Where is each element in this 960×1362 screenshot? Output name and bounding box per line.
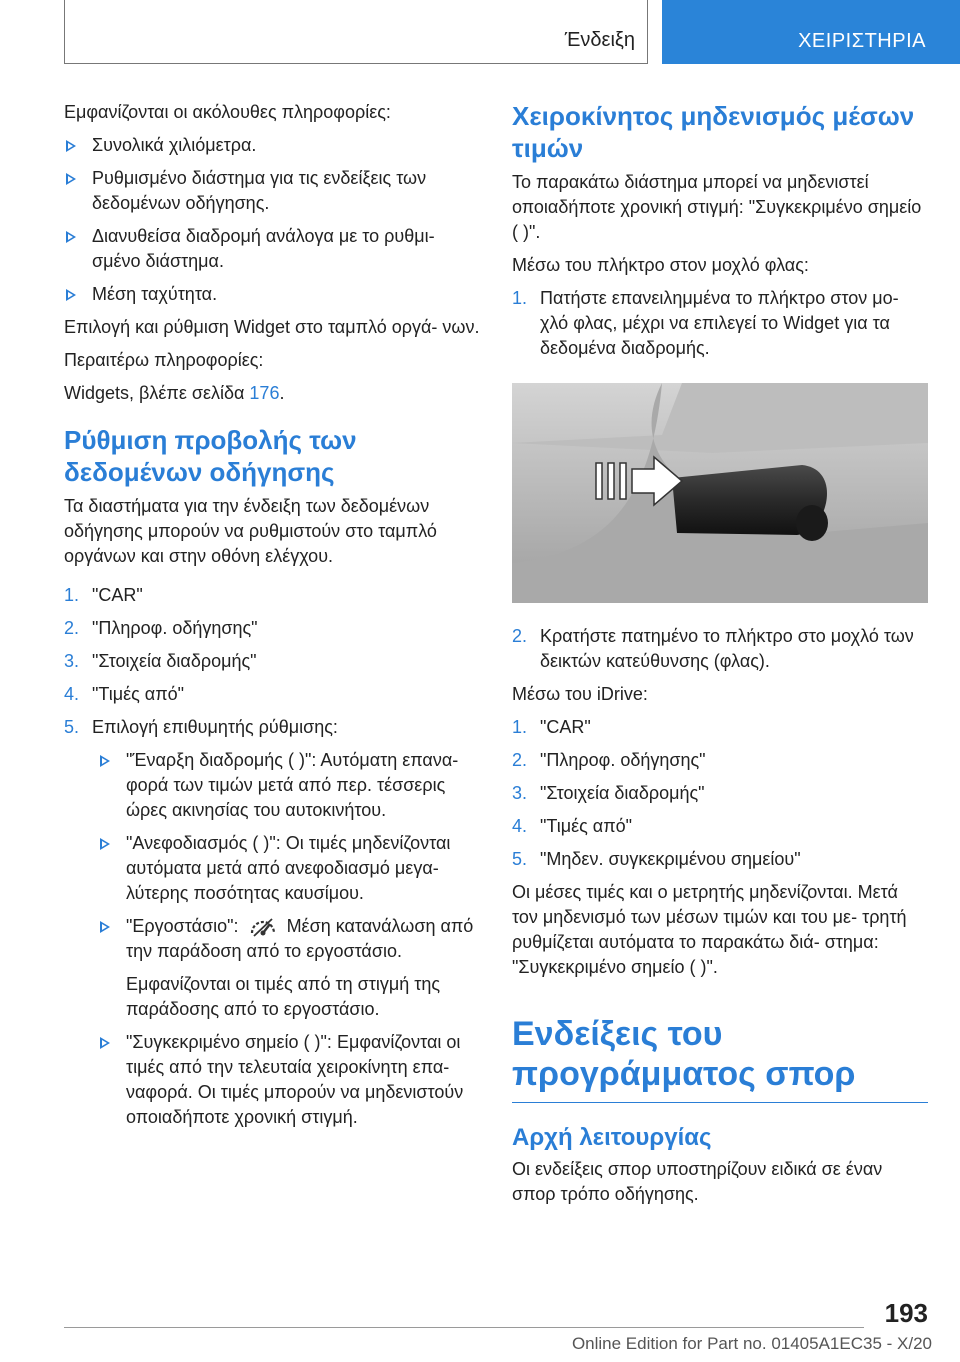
triangle-bullet-icon <box>100 755 110 767</box>
step-item: 2. Κρατήστε πατημένο το πλήκτρο στο μοχλό των δεικτών κατεύθυνσης (φλας). <box>512 626 914 671</box>
step-item: 5. Επιλογή επιθυμητής ρύθμισης: <box>64 717 338 737</box>
header-chapter-label: ΧΕΙΡΙΣΤΗΡΙΑ <box>798 30 926 52</box>
sub-bullet-item: "Ανεφοδιασμός ( )": Οι τιμές μηδενίζονται αυτόματα μετά από ανεφοδιασμό μεγα- λύτερης ποσότητας καυσίμου. <box>98 831 486 906</box>
bullet-item: Διανυθείσα διαδρομή ανάλογα με το ρυθμι- σμένο διάστημα. <box>64 224 486 274</box>
step-item: 5. "Μηδεν. συγκεκριμένου σημείου" <box>512 849 801 869</box>
turn-signal-lever-figure <box>512 383 928 603</box>
step-item: 4. "Τιμές από" <box>64 684 185 704</box>
section-heading: Χειροκίνητος μηδενισμός μέσων τιμών <box>512 101 915 163</box>
triangle-bullet-icon <box>66 289 76 301</box>
step-item: 3. "Στοιχεία διαδρομής" <box>64 651 257 671</box>
triangle-bullet-icon <box>66 231 76 243</box>
triangle-bullet-icon <box>100 838 110 850</box>
more-info-label: Περαιτέρω πληροφορίες: <box>64 350 264 370</box>
section-intro: Το παρακάτω διάστημα μπορεί να μηδενιστεί οποιαδήποτε χρονική στιγμή: "Συγκεκριμένο σημείο ( )". <box>512 172 922 242</box>
header-section-box <box>64 0 648 64</box>
step-item: 2. "Πληροφ. οδήγησης" <box>64 618 258 638</box>
sub-bullet-item: "Εργοστάσιο": Μέση κατανάλωση από την παράδοση από το εργοστάσιο. <box>98 914 486 964</box>
step-item: 1. Πατήστε επανειλημμένα το πλήκτρο στον μο- χλό φλας, μέχρι να επιλεγεί το Widget για τα δεδομένα διαδρομής. <box>512 288 899 358</box>
sub-bullet-item: "Έναρξη διαδρομής ( )": Αυτόματη επανα- φορά των τιμών μετά από περ. τέσσερις ώρες ακινησίας του αυτοκινήτου. <box>98 748 486 823</box>
footer-divider <box>64 1327 864 1328</box>
bullet-item: Μέση ταχύτητα. <box>64 282 486 307</box>
header-chapter-tab <box>662 0 960 64</box>
via-button-label: Μέσω του πλήκτρο στον μοχλό φλας: <box>512 255 809 275</box>
widget-text: Επιλογή και ρύθμιση Widget στο ταμπλό οργά- νων. <box>64 317 480 337</box>
sub-body: Οι ενδείξεις σπορ υποστηρίζουν ειδικά σε έναν σπορ τρόπο οδήγησης. <box>512 1159 883 1204</box>
triangle-bullet-icon <box>66 140 76 152</box>
chapter-heading: Ενδείξεις του προγράμματος σπορ <box>512 1015 856 1093</box>
chapter-heading-block <box>512 1014 928 1103</box>
bullet-item: Συνολικά χιλιόμετρα. <box>64 133 486 158</box>
triangle-bullet-icon <box>66 173 76 185</box>
triangle-bullet-icon <box>100 921 110 933</box>
factory-consumption-icon <box>248 916 278 938</box>
left-column <box>64 100 486 1138</box>
step-item: 4. "Τιμές από" <box>512 816 633 836</box>
page-link[interactable]: 176 <box>249 383 280 403</box>
step-item: 3. "Στοιχεία διαδρομής" <box>512 783 705 803</box>
footer-edition: Online Edition for Part no. 01405A1EC35 - X/20 <box>571 1334 932 1353</box>
right-column <box>512 100 928 1215</box>
via-idrive-label: Μέσω του iDrive: <box>512 684 648 704</box>
triangle-bullet-icon <box>100 1037 110 1049</box>
reset-text: Οι μέσες τιμές και ο μετρητής μηδενίζονται. Μετά τον μηδενισμό των μέσων τιμών και του με- τρητή ρυθμίζεται αυτόματα το παρακάτω διά- στημα: "Συγκεκριμένο σημείο ( )". <box>512 882 907 977</box>
step-item: 1. "CAR" <box>512 717 591 737</box>
factory-note: Εμφανίζονται οι τιμές από τη στιγμή της παράδοσης από το εργοστάσιο. <box>126 974 441 1019</box>
widgets-reference: Widgets, βλέπε σελίδα 176. <box>64 383 285 403</box>
step-item: 1. "CAR" <box>64 585 143 605</box>
section-heading: Ρύθμιση προβολής των δεδομένων οδήγησης <box>64 425 357 487</box>
bullet-item: Ρυθμισμένο διάστημα για τις ενδείξεις των δεδομένων οδήγησης. <box>64 166 486 216</box>
header-section-label: Ένδειξη <box>564 29 635 51</box>
page-number: 193 <box>884 1298 928 1328</box>
step-item: 2. "Πληροφ. οδήγησης" <box>512 750 706 770</box>
section-body: Τα διαστήματα για την ένδειξη των δεδομένων οδήγησης μπορούν να ρυθμιστούν στο ταμπλό οργάνων και στην οθόνη ελέγχου. <box>64 496 437 566</box>
sub-heading: Αρχή λειτουργίας <box>512 1124 712 1151</box>
intro-text: Εμφανίζονται οι ακόλουθες πληροφορίες: <box>64 102 391 122</box>
sub-bullet-item: "Συγκεκριμένο σημείο ( )": Εμφανίζονται οι τιμές από την τελευταία χειροκίνητη επα- ναφορά. Οι τιμές μπορούν να μηδενιστούν οποιαδήποτε χρονική στιγμή. <box>98 1030 486 1130</box>
